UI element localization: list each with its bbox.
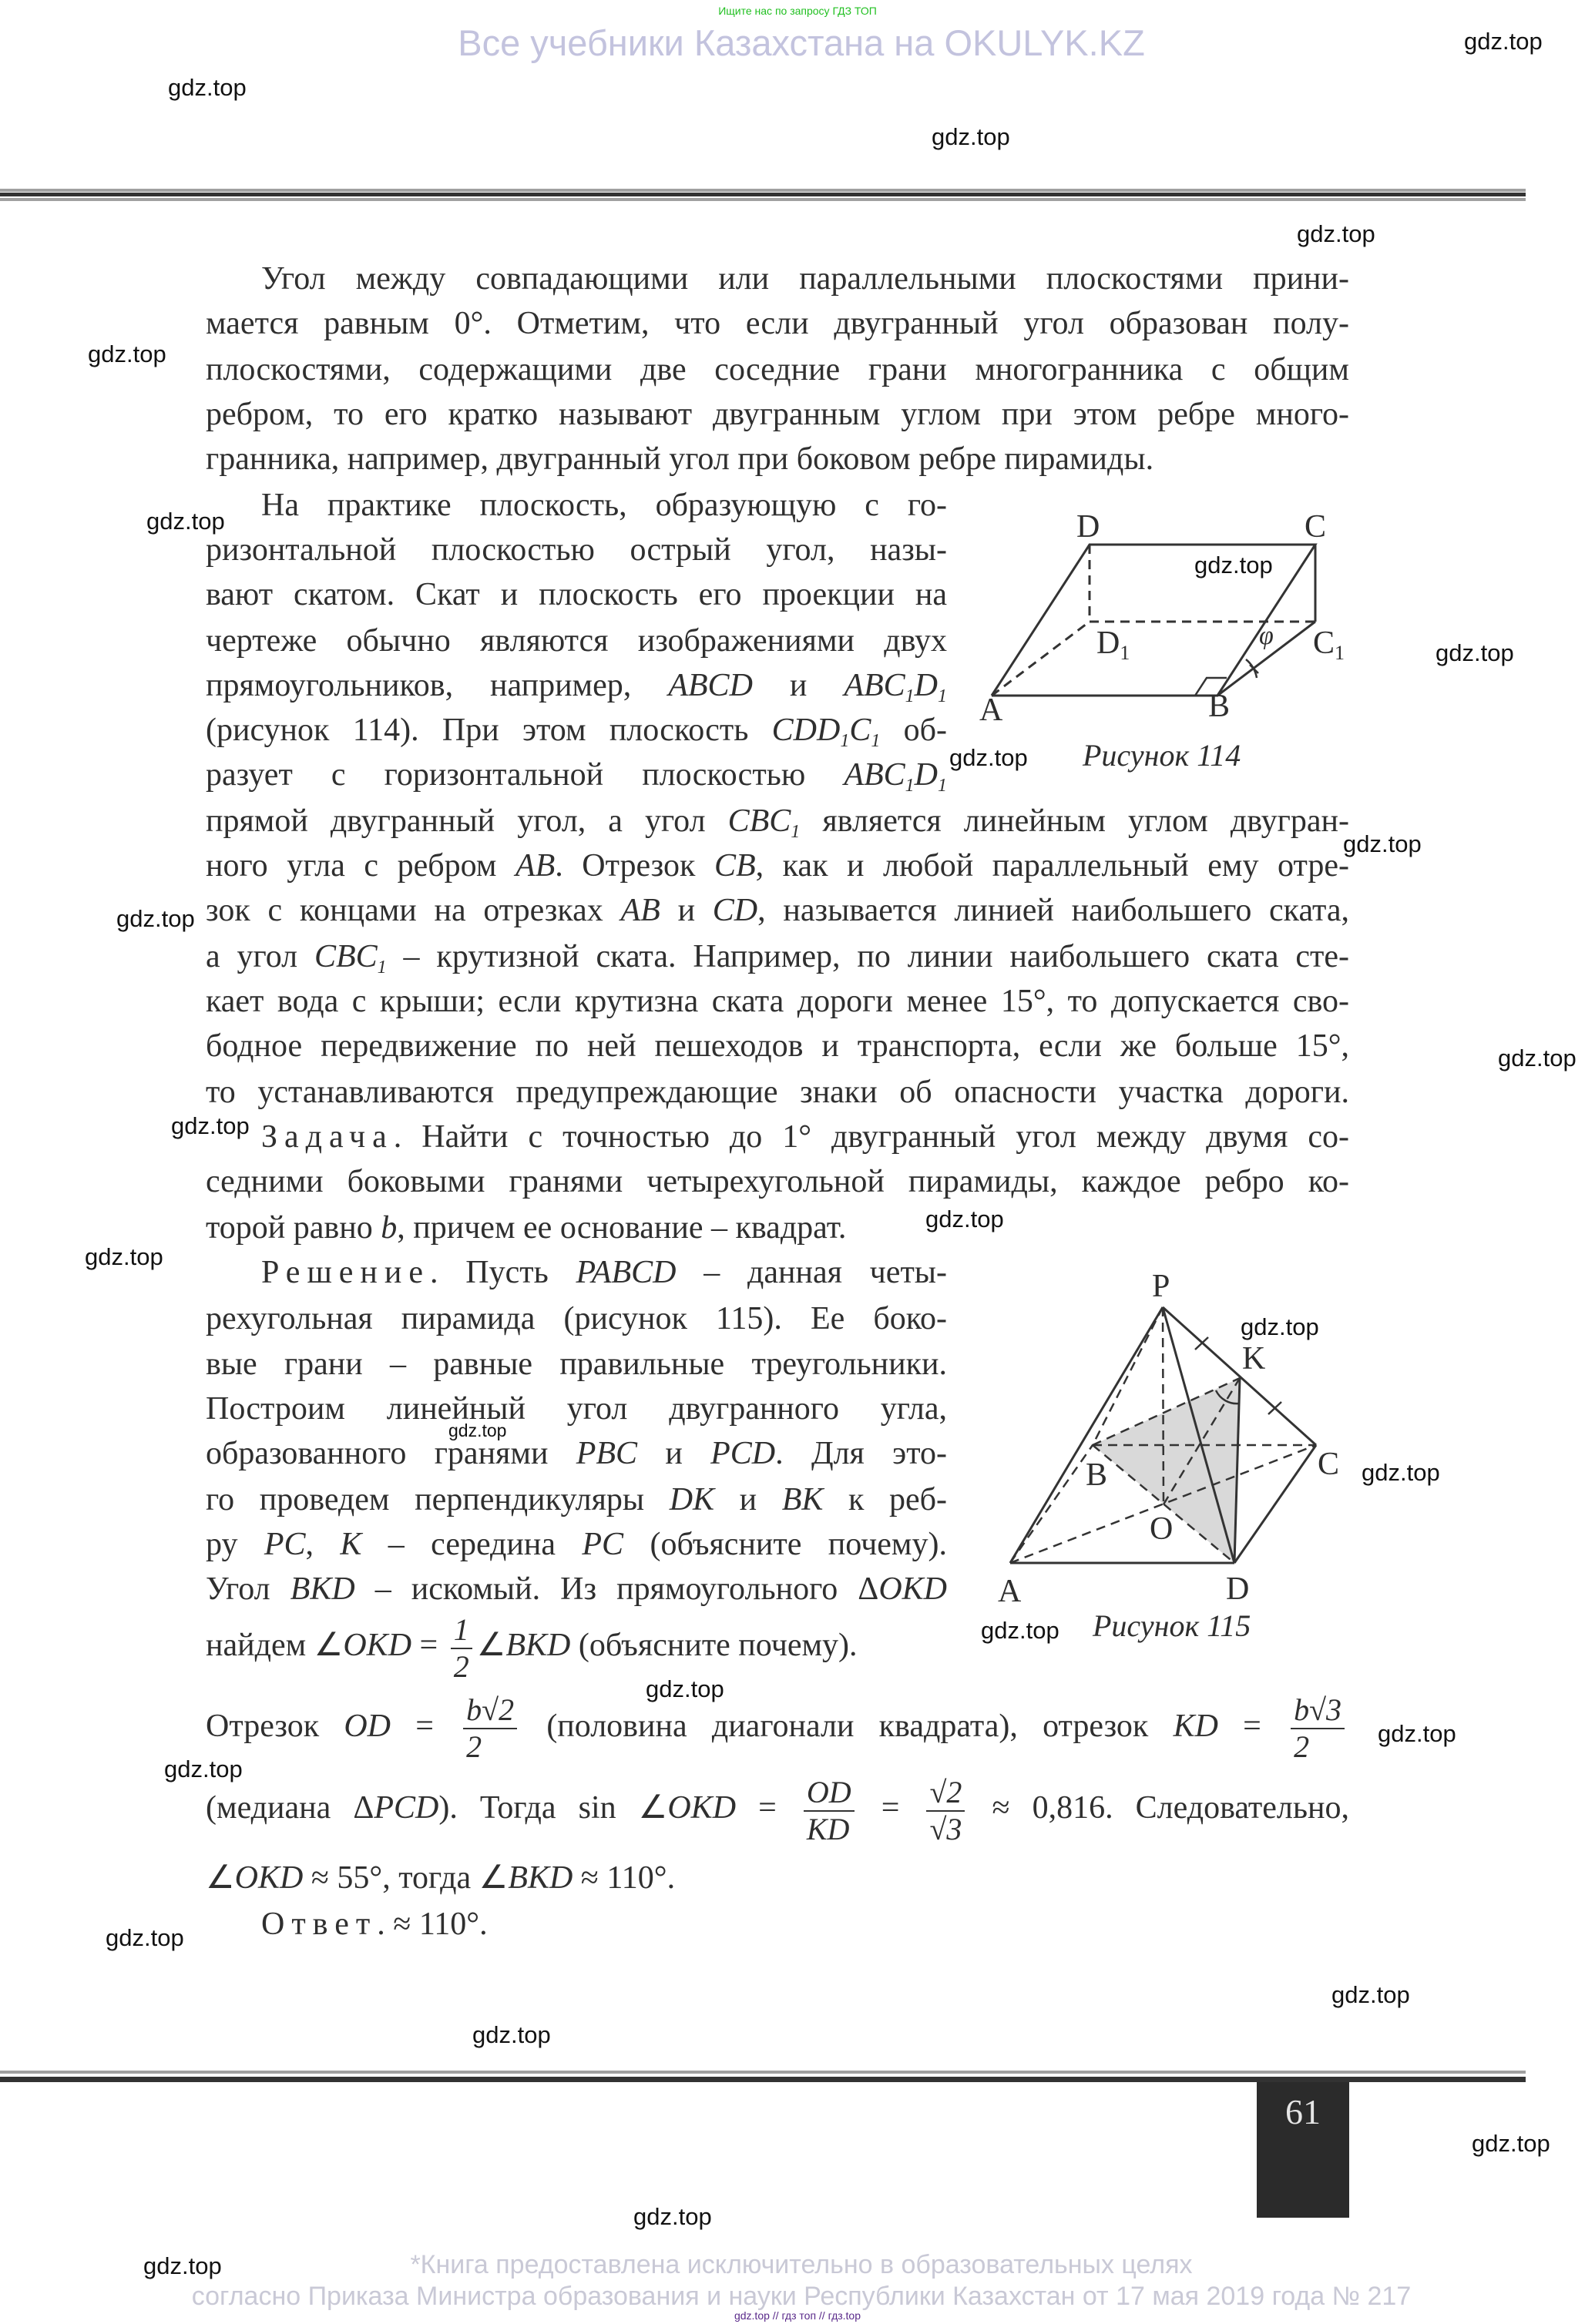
text-run: найдем ∠ [206,1628,344,1664]
watermark: gdz.top [925,1206,1004,1232]
text-run: зок с концами на отрезках [206,893,621,929]
numerator: √2 [926,1777,965,1812]
label-D: D [1076,509,1100,545]
math-variable: CB [714,848,756,884]
watermark: gdz.top [1297,220,1375,247]
watermark: gdz.top [1436,639,1514,666]
math-variable: BK [781,1481,824,1517]
figure-115-caption: Рисунок 115 [1093,1608,1251,1643]
edge-dc [1234,1445,1316,1563]
search-hint: Ищите нас по запросу ГДЗ ТОП [718,5,877,17]
label-D: D [1226,1571,1250,1607]
watermark: gdz.top [1241,1313,1319,1340]
text-run: = [391,1708,459,1744]
section-label: Задача [261,1119,394,1155]
math-variable: OKD [878,1571,947,1607]
denominator: KD [806,1811,850,1846]
text-run: = [411,1628,446,1664]
text-run: – данная четы- [676,1255,947,1291]
footer-rule-thin [0,2071,1526,2074]
text-run: а угол [206,939,314,975]
math-variable: b [381,1210,398,1246]
label-O: O [1150,1511,1174,1547]
text-run: го проведем перпендикуляры [206,1481,670,1517]
page-number-tab [1257,2082,1349,2218]
text-run: ≈ 0,816. Следовательно, [969,1790,1349,1826]
watermark: gdz.top [164,1756,243,1782]
text-run: ∠ [476,1628,506,1664]
denominator: √3 [929,1811,962,1846]
numerator: OD [804,1777,855,1812]
math-variable: AB [620,893,660,929]
text-run: , как и любой параллельный ему отре- [755,848,1349,884]
math-variable: D [914,668,938,704]
text-run: чертеже обычно являются изображениями двух [206,623,947,659]
label-C: C [1305,509,1327,545]
math-variable: PCD [710,1435,776,1471]
subscript: 1 [938,686,947,707]
text-run: = [858,1790,922,1826]
text-run: рехугольная пирамида (рисунок 115). Ее боко- [206,1301,947,1337]
math-variable: K [340,1526,362,1562]
section-label: Ответ [261,1906,378,1943]
watermark: gdz.top [932,123,1010,150]
watermark: gdz.top [646,1675,724,1702]
math-variable: OD [344,1708,391,1744]
label-K: K [1242,1341,1266,1377]
watermark: gdz.top [88,340,166,367]
label-B: B [1086,1457,1108,1493]
numerator: b√3 [1291,1695,1345,1729]
text-run: . Для это- [775,1435,947,1471]
label-C: C [1318,1447,1340,1482]
label-A: A [998,1574,1022,1609]
math-variable: PBC [576,1435,638,1471]
math-variable: CBC [314,939,378,975]
subscript: 1 [840,731,850,752]
subscript: 1 [871,731,881,752]
text-run: седними боковыми гранями четырехугольной пирамиды, каждое ребро ко- [206,1164,1349,1200]
text-run: , [305,1526,341,1562]
watermark: gdz.top [981,1617,1059,1644]
watermark: gdz.top [106,1924,184,1951]
label-A: A [979,693,1003,728]
text-run: , называется линией наибольшего ската, [757,893,1349,929]
text-run: является линейным углом двугран- [800,803,1349,840]
text-run: – искомый. Из прямоугольного Δ [354,1571,879,1607]
text-run: Угол между совпадающими или параллельными плоскостями прини- [261,260,1349,297]
math-variable: ABC [844,668,905,704]
watermark: gdz.top [146,508,225,535]
disclaimer-line-2: согласно Приказа Министра образования и науки Республики Казахстан от 17 мая 2019 года № 217 [191,2282,1412,2311]
math-variable: DK [669,1481,715,1517]
text-run: ребром, то его кратко называют двугранным углом при этом ребре много- [206,396,1349,432]
text-run: – середина [361,1526,583,1562]
math-variable: AB [515,848,556,884]
watermark: gdz.top [85,1243,163,1270]
footer-rule-thick [0,2077,1526,2082]
text-run: , причем ее основание – квадрат. [397,1210,847,1246]
text-run: . Найти с точностью до 1° двугранный угол между двумя со- [393,1119,1349,1155]
text-run: и [637,1435,711,1471]
math-variable: C [849,713,871,749]
label-C1: C1 [1313,625,1345,664]
text-run: (рисунок 114). При этом плоскость [206,713,772,749]
watermark: gdz.top [472,2021,551,2048]
watermark: gdz.top [1343,830,1422,857]
text-run: (объясните почему). [570,1628,858,1664]
watermark: gdz.top [1331,1981,1410,2008]
label-P: P [1152,1269,1170,1304]
watermark: gdz.top [171,1112,250,1139]
math-variable: D [914,757,938,793]
numerator: b√2 [463,1695,517,1729]
subscript: 1 [905,776,915,796]
math-variable: KD [1173,1708,1218,1744]
math-variable: PABCD [576,1255,677,1291]
math-variable: OKD [343,1628,412,1664]
text-run: = [1217,1708,1287,1744]
watermark: gdz.top [1472,2130,1550,2157]
math-variable: OKD [667,1790,737,1826]
text-run: разует с горизонтальной плоскостью [206,757,845,793]
text-run: – крутизной ската. Например, по линии наибольшего ската сте- [386,939,1349,975]
watermark: gdz.top [168,74,247,101]
text-run: ≈ 55°, тогда ∠ [303,1860,509,1896]
watermark: gdz.top [1194,552,1273,578]
watermark: gdz.top [1362,1459,1440,1486]
label-D1: D1 [1096,625,1130,664]
text-run: (медиана Δ [206,1790,374,1826]
math-variable: PC [264,1526,306,1562]
math-variable: CDD [771,713,841,749]
text-run: = [736,1790,799,1826]
label-B: B [1208,689,1231,724]
subscript: 1 [938,776,947,796]
text-run: торой равно [206,1210,381,1246]
denominator: 2 [453,1648,469,1684]
math-variable: ABCD [668,668,753,704]
watermark: gdz.top [1378,1720,1456,1747]
text-run: прямоугольников, например, [206,668,669,704]
text-run: Угол [206,1571,290,1607]
math-variable: OKD [234,1860,304,1896]
math-variable: BKD [508,1860,573,1896]
figure-114-caption: Рисунок 114 [1083,738,1241,773]
text-run: (объясните почему). [623,1526,947,1562]
disclaimer-line-1: *Книга предоставлена исключительно в образовательных целях [410,2250,1193,2279]
text-run: то устанавливаются предупреждающие знаки об опасности участка дороги. [206,1075,1349,1111]
text-run: ≈ 110°. [573,1860,676,1896]
text-run: ризонтальной плоскостью острый угол, назы- [206,532,947,568]
watermark: gdz.top [143,2252,222,2279]
text-run: . Отрезок [555,848,714,884]
text-run: и [714,1481,782,1517]
math-variable: CD [712,893,758,929]
label-phi: φ [1259,622,1274,650]
math-variable: ABC [844,757,905,793]
text-run: мается равным 0°. Отметим, что если двугранный угол образован полу- [206,305,1349,341]
text-run: плоскостями, содержащими две соседние грани многогранника с общим [206,351,1349,387]
text-run: ∠ [206,1860,235,1896]
text-run: образованного гранями [206,1435,576,1471]
math-variable: CBC [727,803,791,840]
text-run: ). Тогда sin ∠ [438,1790,668,1826]
math-variable: BKD [290,1571,355,1607]
watermark: gdz.top [448,1420,507,1440]
text-run: к реб- [823,1481,947,1517]
denominator: 2 [466,1729,482,1765]
section-label: Решение [261,1255,431,1291]
text-run: и [660,893,713,929]
text-run: (половина диагонали квадрата), отрезок [522,1708,1174,1744]
subscript: 1 [377,957,387,978]
math-variable: PCD [374,1790,439,1826]
subscript: 1 [905,686,915,707]
text-run: вают скатом. Скат и плоскость его проекции на [206,577,947,613]
text-run: Отрезок [206,1708,344,1744]
text-run: На практике плоскость, образующую с го- [261,487,947,523]
denominator: 2 [1294,1729,1310,1765]
text-run: бодное передвижение по ней пешеходов и транспорта, если же больше 15°, [206,1028,1349,1065]
watermark: gdz.top [1498,1045,1577,1071]
text-run: Построим линейный угол двугранного угла, [206,1390,947,1427]
text-run: гранника, например, двугранный угол при боковом ребре пирамиды. [206,441,1154,477]
watermark: gdz.top [633,2203,712,2230]
text-run: ру [206,1526,264,1562]
text-run: и [752,668,845,704]
watermark: gdz.top [1464,28,1543,55]
text-run: ного угла с ребром [206,848,515,884]
math-variable: PC [582,1526,624,1562]
text-run: . ≈ 110°. [377,1906,488,1943]
watermark: gdz.top [949,744,1028,771]
site-title-link[interactable]: Все учебники Казахстана на OKULYK.KZ [458,22,1145,63]
page-number: 61 [1285,2092,1321,2131]
text-run: вые грани – равные правильные треугольники. [206,1346,947,1382]
watermark: gdz.top [116,905,195,932]
subscript: 1 [791,822,801,843]
bottom-links[interactable]: gdz.top // гдз топ // гдз.top [734,2309,861,2322]
text-run: об- [880,713,947,749]
math-variable: BKD [505,1628,571,1664]
text-run: . Пусть [430,1255,576,1291]
text-run: кает вода с крыши; если крутизна ската дороги менее 15°, то допускается сво- [206,984,1349,1020]
numerator: 1 [451,1615,472,1649]
text-run: прямой двугранный угол, а угол [206,803,728,840]
